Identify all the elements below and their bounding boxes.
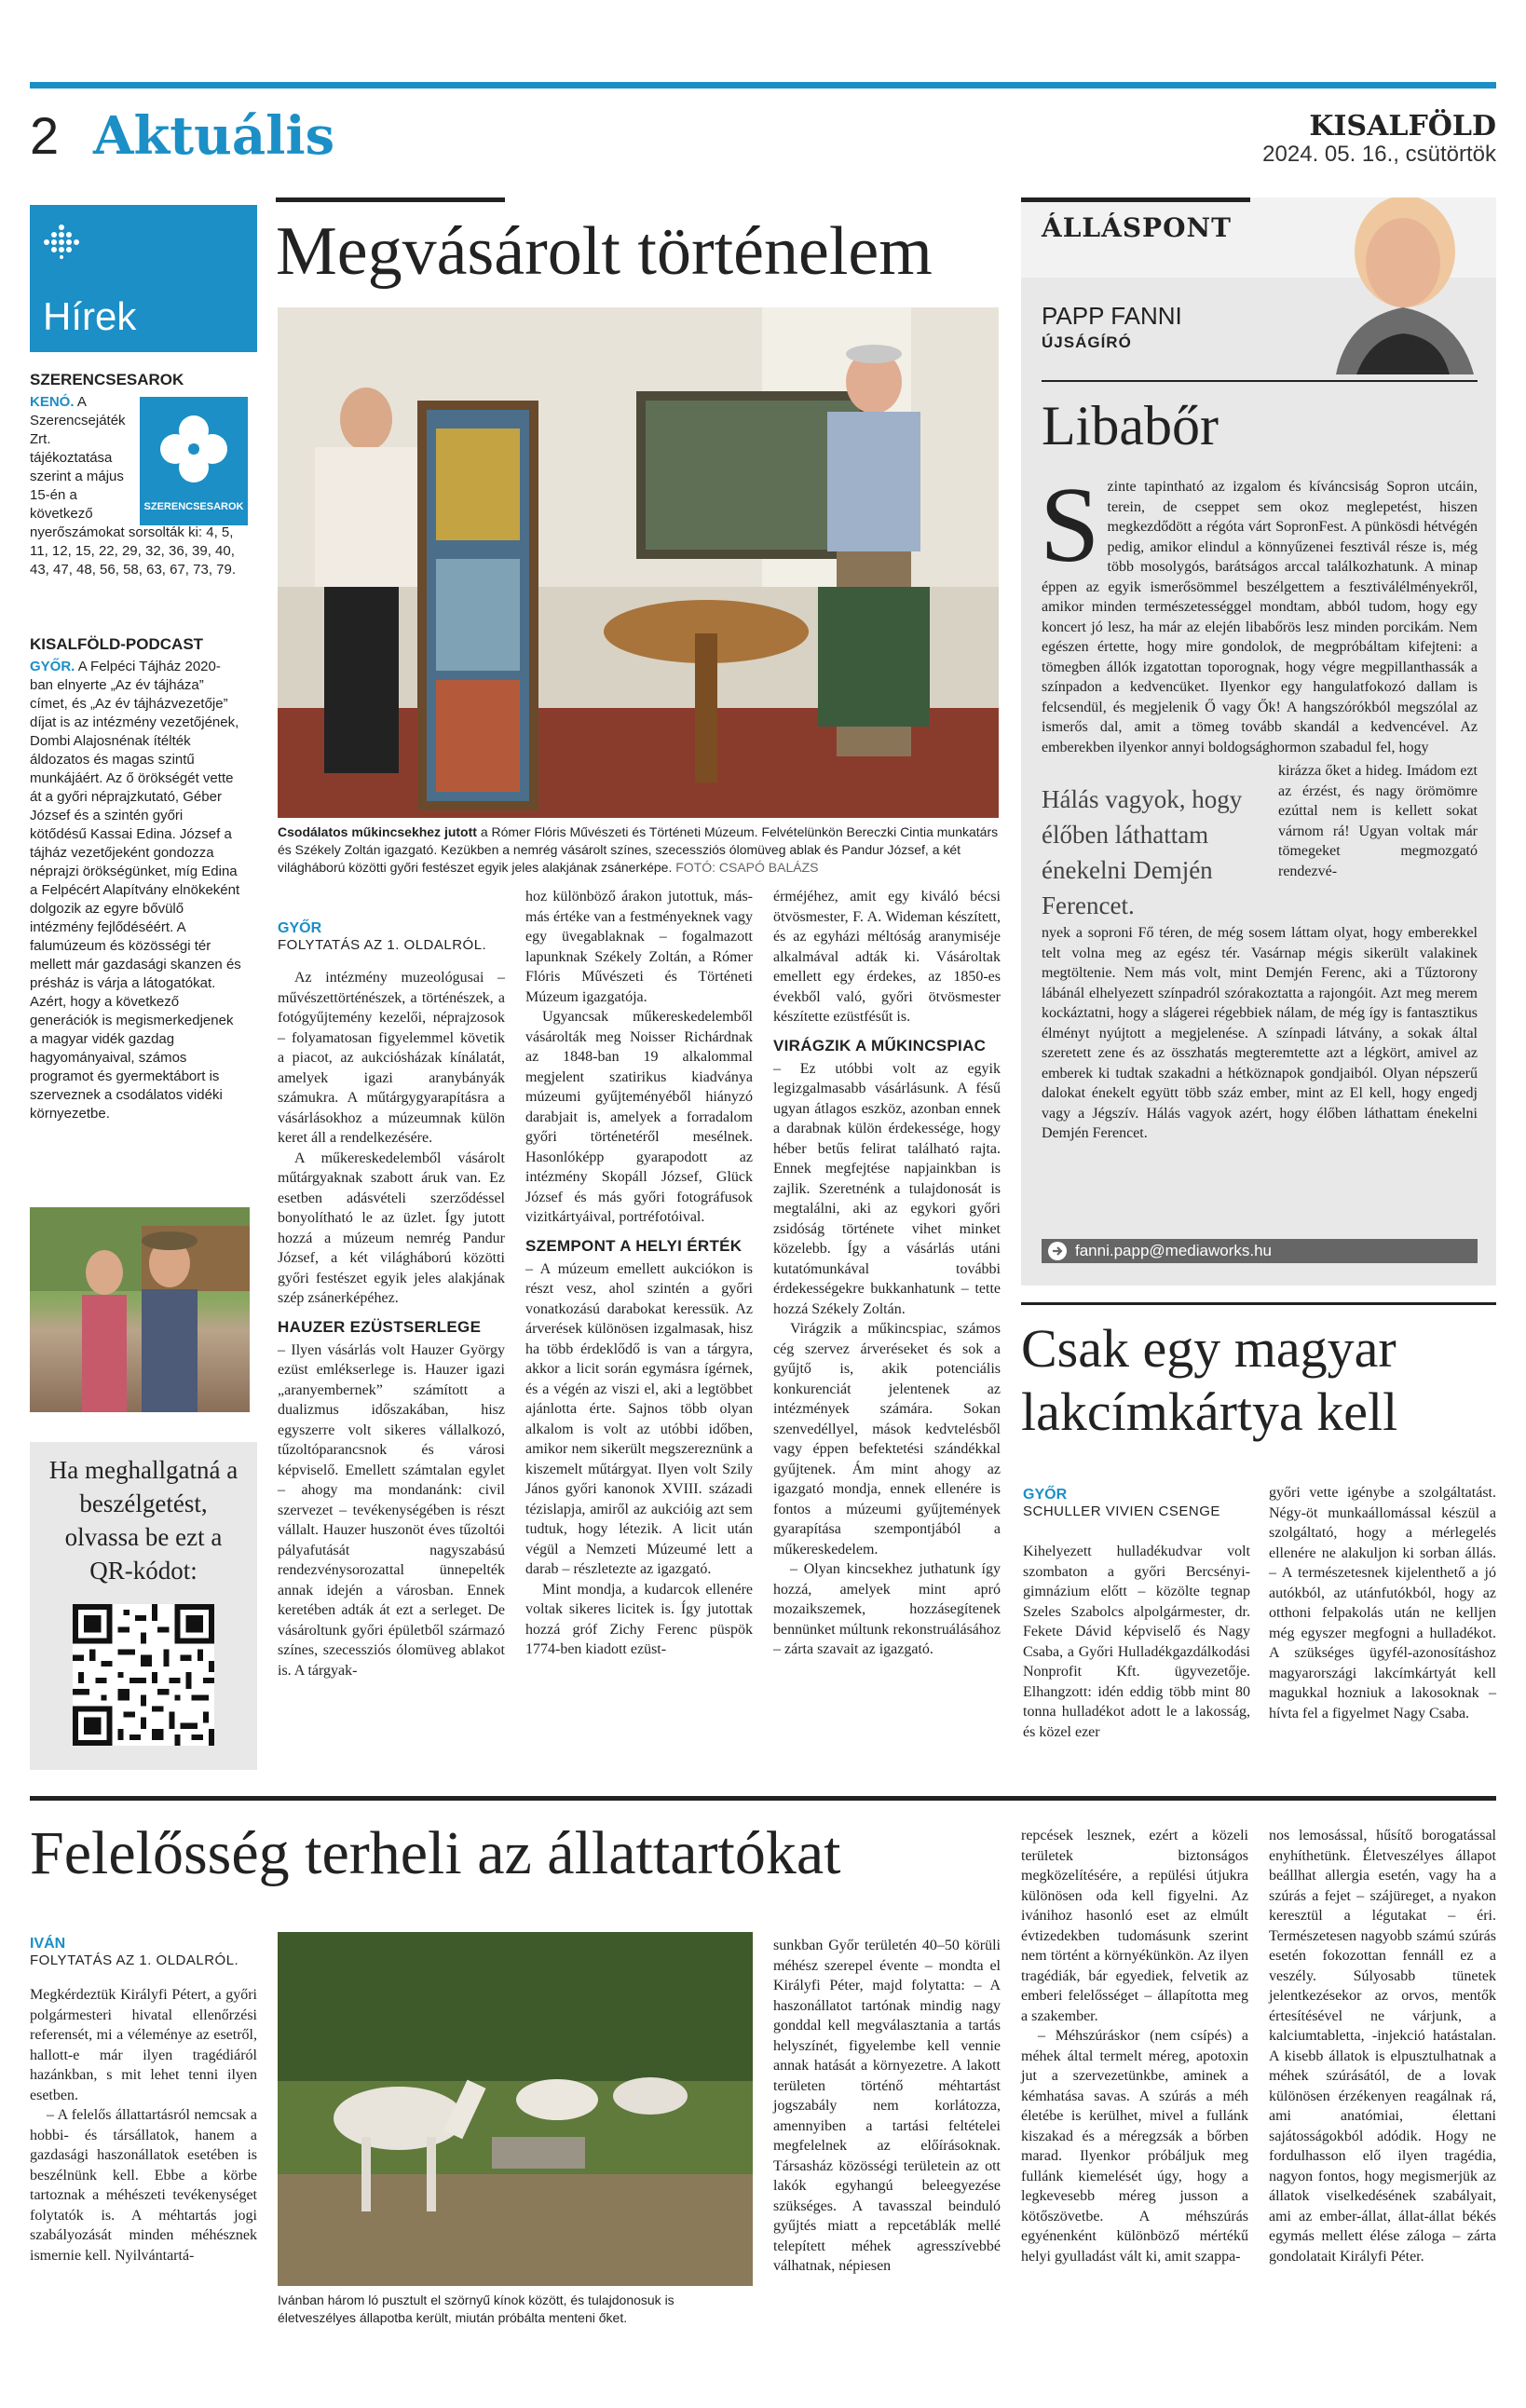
paragraph: Megkérdeztük Királyfi Pétert, a győri polgármesteri hivatal ellenőrzési referensét, mi a véleménye az esetről, hallott-e már ilyen tragédiáról hazánkban, s mit lehet tenni ilyen esetben. [30,1987,257,2103]
opinion-first-para [1040,466,1478,757]
lakcim-col1-text: Kihelyezett hulladékudvar volt szombaton a győri Bercsényi-gimnázium előtt – közölte tegnap Szeles Szabolcs alpolgármester, dr. Fekete Dávid képviselő és Nagy Csaba, a Győri Hulladékgazdálkodási Nonprofit Kft. ügyvezetője. Elhangzott: idén eddig több mint 80 tonna hulladékot adott le a lakosság, és közel ezer [1023,1544,1250,1740]
bottom-continuation: FOLYTATÁS AZ 1. OLDALRÓL. [30,1952,239,1968]
paragraph: érméjéhez, amit egy kiváló bécsi ötvösmester, F. A. Wideman készített, és az egyházi méltóság aranymiséje alkalmával adták ki. Vásároltak emellett egy érdekes, az 1850-es évekből való, győri ötvösmester készítette ezüstfésűt is. [773,889,1001,1025]
news-box [30,205,257,352]
caption-text: a Rómer Flóris Művészeti és Történeti Múzeum. Felvételünkön Bereczki Cintia munkatárs és Székely Zoltán igazgató. Kezükben a nemrég vásárolt színes, szecessziós ólomüveg ablak és Pandur József, a két világháború közötti győri festészet egyik jeles alakjának zsánerképe. [278,824,999,875]
grid-icon [43,222,80,259]
paragraph: repcések lesznek, ezért a közeli területek biztonságos megközelítésére, a repülési útjukra különösen oda kell figyelni. Az ivánihoz hasonló eset az elmúlt évtizedekben tudomásunk szerint nem történt a környékünkön. Az ilyen tragédiák, bár egyediek, felvetik az emberi felelősséget – állapította meg a szakember. [1021,1828,1248,2024]
qr-code[interactable] [73,1604,214,1746]
page-number: 2 [30,106,60,165]
lakcim-col2-text: győri vette igénybe a szolgáltatást. Négy-öt munkaállomással készül a szolgáltató, hogy a mérlegelés ellenére ne alakuljon ki sorban állás. – A természetesnek kijelenthető a jó autókból, az utánfutókból, hogy az otthoni felpakolás után ne kelljen még egyszer megfogni a hulladékot. A szükséges ügyfél-azonosításhoz magyarországi lakcímkártyát kell magukkal hozniuk a lakosoknak – hívta fel a figyelmet Nagy Csaba. [1269,1485,1496,1721]
horses-photo [278,1932,753,2286]
paragraph: nos lemosással, hűsítő borogatással enyhíthetünk. Életveszélyes állapot beállhat allergia esetén, vagy ha a szúrás a fejet – szájüreget, a nyakon keresztül a légutakat – éri. Természetesen nagyobb számú szúrás esetén fokozottan fennáll ez a veszély. Súlyosabb tünetek jelentkezésekor az orvos, mentők értesítésével ne várjunk, a kalciumtabletta, -injekció hatástalan. A kisebb állatok is elpusztulhatnak a méhek szúrásától, de a lovak különösen érzékenyen reagálnak rá, ami anatómiai, élettani sajátosságokból adódik. Hogy ne fordulhasson elő ilyen tragédia, nagyon fontos, hogy megismerjük az állatok viselkedésének szabályait, ami az ember-állat, állat-állat békés egymás mellett élése záloga – zárta gondolatait Királyfi Péter. [1269,1828,1496,2265]
lakcim-title: Csak egy magyar lakcímkártya kell [1021,1318,1398,1442]
section-title: Aktuális [93,105,335,167]
bottom-col-5 [1269,1826,1496,2266]
bottom-rule [30,1796,1496,1801]
paragraph: – A múzeum emellett aukciókon is részt vesz, ahol szintén a győri vonatkozású darabokat keressük. Az árverések különösen izgalmasak, hisz ha több érdeklődő is van a tárgyra, akkor a licit során egymásra ígérnek, és a végén az viszi el, aki a legtöbbet ajánlotta érte. Sajnos több olyan alkalom is volt az utóbbi időben, amikor nem sikerült megszereznünk a kiszemelt műtárgyat. Ilyen volt Szily János győri kanonok XVIII. századi tézislapja, amiről az aukcióig azt sem tudtuk, hogy létezik. A licit után végül a Nemzeti Múzeumé lett a darab – részletezte az igazgató. [525,1260,753,1577]
opinion-body [1040,466,1478,1144]
paragraph: – Ez utóbbi volt az egyik legizgalmasabb vásárlásunk. A fésű ugyan átlagos eszköz, azonban ennek a darabnak külön érdekessége, hogy héber betűs felirat található rajta. Ennek megfejtése napjainkban is zajlik. Szeretnénk a tulajdonosát is megtalálni, aki az egykori győri zsidóság története vihet minket közelebb. Így a vásárlás utáni kutatómunkával további érdekességekre bukkanhatunk – tette hozzá Székely Zoltán. [773,1060,1001,1317]
paragraph: Mint mondja, a kudarcok ellenére voltak sikeres licitek is. Így jutottak hozzá gróf Zichy Ferenc püspök 1774-ben kiadott ezüst- [525,1581,753,1657]
lakcim-byline: SCHULLER VIVIEN CSENGE [1023,1503,1220,1519]
news-box-title: Hírek [43,294,137,338]
szerencse-text [30,393,242,579]
main-sub2: SZEMPONT A HELYI ÉRTÉK [525,1236,743,1255]
szerencse-logo-label: SZERENCSESAROK [143,501,244,512]
main-article-title: Megvásárolt történelem [276,213,933,290]
lakcim-kicker: GYŐR [1023,1487,1068,1503]
opinion-label-rule [1021,197,1250,202]
qr-panel [30,1442,257,1770]
arrow-icon [1047,1241,1068,1261]
bottom-col-4 [1021,1826,1248,2266]
paragraph: A műkereskedelemből vásárolt műtárgyaknak szabott áruk van. Ez esetben adásvételi szerződéssel bonyolítható le az üzlet. Így jutott hozzá a múzeum nemrég Pandur József, a két világháború közötti győri festészet egyik jeles alakjának szép zsánerképéhez. [278,1150,505,1306]
main-col-3 [773,887,1001,1660]
main-col2-text [525,887,753,1228]
podcast-people-illustration [30,1207,250,1412]
paragraph: Virágzik a műkincspiac, számos cég szervez árveréseket és sok a gyűjtő is, akik potenciális konkurenciát jelentenek az intézmények számára. Sokan szenvedéllyel, mások kedvtelésből vagy éppen befektetési szándékkal gyűjtenek. Ám mint ahogy az igazgató mondja, ennek ellenére is fontos a múzeumi gyűjtemények gyarapítása szempontjából a műkereskedelem. [773,1321,1001,1558]
szerencse-heading: SZERENCSESAROK [30,371,184,388]
opinion-rest: nyek a soproni Fő téren, de még sosem láttam olyat, hogy emberekkel telt volna meg az egész tér. Vasárnap mégis sikerült valakinek megtöltenie. Nem más volt, mint Demjén Ferenc, aki a Tűztorony lábánál elhelyezett színpadról szórakoztatta a rajongóit. Azt meg merem kockáztatni, hogy a slágerei régebbiek nálam, de még így is fantasztikus élményt nyújtott a megjelenése. A színpadi látvány, a sokak által szeretett zene és az összhatás megteremtette azt a légkört, amivel az emberek ki tudtak szakadni a hétköznapok gondjaiból. Olyan népszerű dalokat énekelt együtt több száz ember, mint az El kell, hogy engedj vagy a Jégszív. Hálás vagyok azért, hogy élőben láthattam énekelni Demjén Ferencet. [1042,925,1478,1141]
email-bar[interactable] [1042,1239,1478,1263]
szerencse-body: A Szerencsejáték Zrt. tájékoztatása szerint a május 15-én a következő nyerőszámokat sorsolták ki: 4, 5, 11, 12, 15, 22, 29, 32, 36, 39, 40, 43, 47, 48, 56, 58, 63, 67, 73, 79. [30,394,237,578]
main-col1b-text [278,1340,505,1681]
lakcim-col-1 [1023,1487,1250,1742]
paragraph: – Olyan kincsekhez juthatunk így hozzá, amelyek mint apró mozaikszemek, hozzásegítenek bennünket múltunk rekonstruálásához – zárta szavait az igazgató. [773,1561,1001,1657]
opinion-label: ÁLLÁSPONT [1042,212,1232,243]
opinion-author: PAPP FANNI [1042,302,1182,330]
opinion-dropcap: S [1040,466,1100,585]
paragraph: Az intézmény muzeológusai – művészettörténészek, a történészek, a fotógyűjtemény kezelői, néprajzosok – folyamatosan figyelemmel követik a piacot, az aukciósházak kínálatát, amelyek igazi aranybányák számukra. A műtárgygyarapításra a vásárlásokhoz a múzeumnak külön keret áll a rendelkezésére. [278,970,505,1146]
main-article-rule [276,197,505,202]
main-col3-text [773,887,1001,1027]
bottom-caption: Ivánban három ló pusztult el szörnyű kínok között, és tulajdonosuk is életveszélyes állapotba került, miután próbálta menteni őket. [278,2292,674,2325]
main-col-1 [278,920,505,1680]
paragraph: – A felelős állattartásról nemcsak a hobbi- és társállatok, hanem a gazdasági haszonállatok esetében is beszélnünk kell. Ebbe a körbe tartoznak a méhészeti tevékenységet folytatók is. A méhtartás jogi szabályozását minden méhésznek ismernie kell. Nyilvántartá- [30,2107,257,2264]
main-article-photo [278,307,999,818]
bottom-col-1 [30,1936,257,2265]
main-sub3: VIRÁGZIK A MŰKINCSPIAC [773,1036,987,1054]
paragraph: Ugyancsak műkereskedelemből vásárolták meg Noisser Richárdnak az 1848-ban 19 alkalommal megjelent szatirikus kiadványa múzeumi gyűjteményéből hiányzó darabjait is, amelyek a forradalom győri történetéről mesélnek. Hasonlóképp gyarapodott az intézmény Skopáll József, Glück József és más győri fotográfusok vizitkártyáival, portréfotóival. [525,1009,753,1225]
opinion-pullquote: Hálás vagyok, hogy élőben láthattam énekelni Demjén Ferencet. [1042,785,1243,919]
opinion-first-text: zinte tapintható az izgalom és kíváncsiság Sopron utcáin, terein, de cseppet sem okoz meglepetést, hiszen megkezdődött a régóta várt SopronFest. A pünkösdi hétvégén pedig, amikor elindul a könnyűzenei fesztivál része is, még több mosolygós, barátságos arccal találkozhatunk. A minap éppen az egyik ismerősömmel beszélgettem a fesztiválélményekről, amikor minden természetességgel mondtam, abból tudom, hogy egy koncert jó lesz, ha már az elején libabőrös lesz minden porcikám. Nem egészen értette, hogy mire gondolok, de megpróbáltam kifejteni: a tömegben állók izgatottan toporognak, hogy végre megpillanthassák a színpadon a kedvencüket. Ilyenkor egy hangulatfokozó dallam is felcsendül, és megjelenik Ő vagy Ők! A hangszórókból megszólal az ismerős dal, amit a tömeg tovább skandál a kedvencével. Az emberekben ilyenkor annyi boldogsághormon szabadul fel, hogy [1042,479,1478,755]
main-col-2 [525,887,753,1660]
caption-lead: Csodálatos műkincsekhez jutott [278,824,477,839]
main-continuation: FOLYTATÁS AZ 1. OLDALRÓL. [278,937,487,953]
main-col1-text [278,968,505,1309]
main-kicker: GYŐR [278,920,322,936]
main-col3b-text [773,1059,1001,1660]
paragraph: hoz különböző árakon jutottuk, más-más értéke van a festményeknek vagy egy üvegablaknak – fogalmazott lapunknak Székely Zoltán, a Rómer Flóris Művészeti és Történeti Múzeum igazgatója. [525,889,753,1005]
main-col2b-text [525,1259,753,1660]
museum-interior-illustration [278,307,999,818]
opinion-panel [1021,197,1496,1286]
brand-name: KISALFÖLD [1309,110,1496,143]
bottom-title: Felelősség terheli az állattartókat [30,1819,841,1887]
podcast-heading: KISALFÖLD-PODCAST [30,635,204,653]
paragraph: sunkban Győr területén 40–50 körüli méhész szerepel évente – mondta el Királyfi Péter, majd folytatta: – A haszonállatot tartónak mindig nagy gonddal kell megválasztania a tartás helyszínét, figyelembe kell vennie annak hatását a környezetre. A lakott területen történő méhtartást jogszabály nem korlátozza, amennyiben a tartási feltételei megfelelnek az előírásoknak. Társasház közösségi területein az ott lakók egyhangú beleegyezése szükséges. A tavasszal beinduló gyűjtés miatt a repcetáblák mellé telepített méhek agresszívebbé válhatnak, népiesen [773,1938,1001,2274]
opinion-role: ÚJSÁGÍRÓ [1042,333,1132,351]
opinion-narrow-col: kirázza őket a hideg. Imádom ezt az érzést, és nagy örömömre ezúttal nem is kellett sokat várnom rá! Ugyan voltak már tömegeket megmozgató rendezvé- [1278,763,1478,879]
main-sub1: HAUZER EZÜSTSERLEGE [278,1317,482,1336]
lakcim-rule [1021,1302,1496,1305]
bottom-kicker: IVÁN [30,1936,66,1952]
horses-illustration [278,1932,753,2286]
qr-text: Ha meghallgatná a beszélgetést, olvassa be ezt a QR-kódot: [48,1456,238,1585]
podcast-body: A Felpéci Tájház 2020-ban elnyerte „Az év tájháza” címet, és „Az év tájházvezetője” díjat is az intézmény vezetőjének, Dombi Alajosnénak ítélték áldozatos és magas szintű munkájáért. Az ő örökségét vette át a győri néprajzkutató, Géber József és a szintén győri kötődésű Kassai Edina. József a tájház vezetőjeként gondozza néprajzi örökségünket, míg Edina a Felpécért Alapítvány elnökeként dolgozik az egyre bővülő intézmény fejlődéséért. A falumúzeum és közösségi tér mellett már gazdasági skanzen és présház is várja a látogatókat. Azért, hogy a következő generációk is megismerkedjenek a magyar vidék gazdag hagyományaival, számos programot és gyermektábort is szerveznek a csodálatos vidéki környezetbe. [30,659,241,1122]
opinion-divider [1042,380,1478,382]
top-rule [30,82,1496,88]
opinion-email[interactable]: fanni.papp@mediaworks.hu [1075,1242,1272,1259]
photo-credit: FOTÓ: CSAPÓ BALÁZS [675,860,819,875]
main-article-caption [278,823,999,877]
paragraph: – Ilyen vásárlás volt Hauzer György ezüst emlékserlege is. Hauzer igazi „aranyembernek” számított a dualizmus időszakában, hisz egyszerre volt sikeres vállalkozó, tűzoltóparancsnok és városi képviselő. Emellett számtalan egylet – ahogy ma mondanánk: civil szervezet – tevékenységében is részt vállalt. Hauzer huszonöt éves tűzoltói pályafutását nagyszabású rendezvénysorozattal ünnepelték annak idején a városban. Ennek keretében adták át ezt a serleget. De vásároltunk győri épületből származó színes, szecessziós ólomüveg ablakot is. A tárgyak- [278,1341,505,1679]
podcast-text [30,658,242,1123]
opinion-title: Libabőr [1042,395,1219,456]
paragraph: – Méhszúráskor (nem csípés) a méhek által termelt méreg, apotoxin jut a szervezetünkbe, aminek a kémhatása savas. A szúrás a méh életébe is kerülhet, mivel a fullánk kiszakad és a méregzsák a bőrben marad. Ilyenkor próbáljuk meg fullánk kiemelését úgy, hogy a legkevesebb méreg jusson a kötőszövetbe. A méhszúrás egyénenként különböző mértékű helyi gyulladást vált ki, amit szappa- [1021,2028,1248,2265]
podcast-photo [30,1207,250,1412]
bottom-col-3 [773,1936,1001,2277]
szerencse-kicker: KENÓ. [30,394,75,410]
author-portrait [1301,197,1496,374]
podcast-kicker: GYŐR. [30,659,75,674]
issue-date: 2024. 05. 16., csütörtök [1262,142,1496,167]
bottom-col1-text [30,1985,257,2265]
